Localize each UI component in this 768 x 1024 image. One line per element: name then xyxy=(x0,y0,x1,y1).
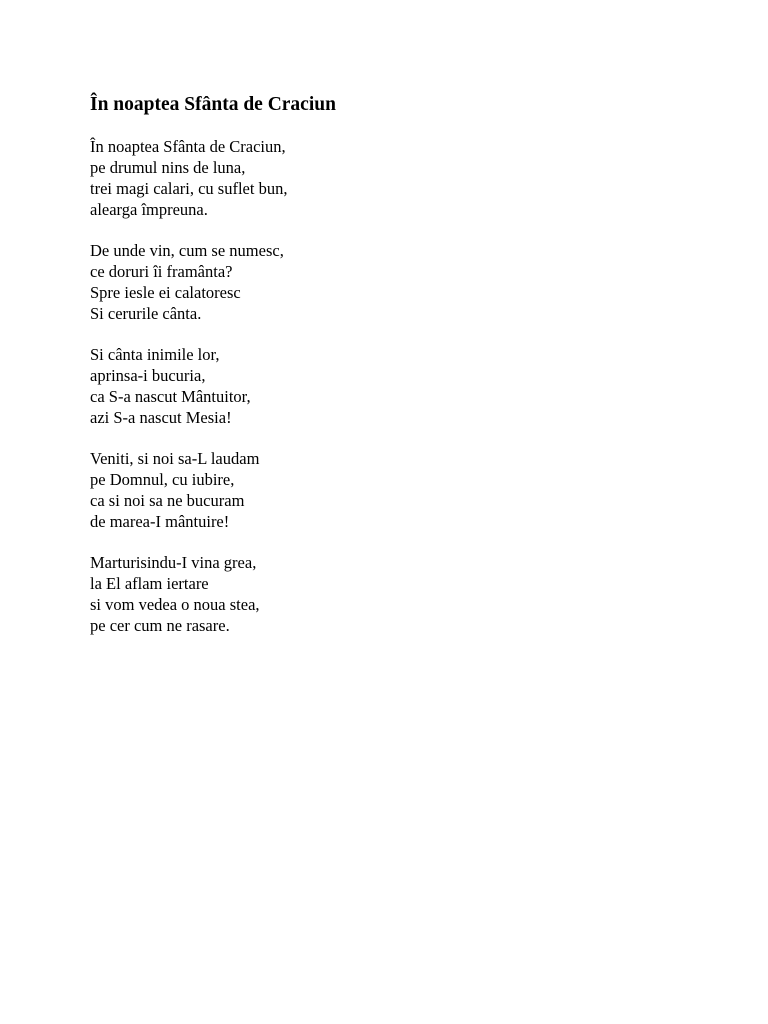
poem-line: ca S-a nascut Mântuitor, xyxy=(90,387,251,406)
poem-line: pe Domnul, cu iubire, xyxy=(90,470,235,489)
poem-line: alearga împreuna. xyxy=(90,200,208,219)
poem-line: ca si noi sa ne bucuram xyxy=(90,491,245,510)
poem-line: la El aflam iertare xyxy=(90,574,209,593)
poem-title: În noaptea Sfânta de Craciun xyxy=(90,94,336,115)
poem-line: pe cer cum ne rasare. xyxy=(90,616,230,635)
stanza-2 xyxy=(90,240,690,324)
poem-line: trei magi calari, cu suflet bun, xyxy=(90,179,288,198)
poem-line: Spre iesle ei calatoresc xyxy=(90,283,241,302)
poem-line: pe drumul nins de luna, xyxy=(90,158,246,177)
poem-line: aprinsa-i bucuria, xyxy=(90,366,206,385)
stanza-3 xyxy=(90,344,690,428)
poem-line: Si cânta inimile lor, xyxy=(90,345,220,364)
stanza-1 xyxy=(90,136,690,220)
poem-line: Si cerurile cânta. xyxy=(90,304,202,323)
poem-line: ce doruri îi framânta? xyxy=(90,262,233,281)
poem-line: Marturisindu-I vina grea, xyxy=(90,553,257,572)
stanza-5 xyxy=(90,552,690,636)
poem-line: azi S-a nascut Mesia! xyxy=(90,408,232,427)
poem-line: si vom vedea o noua stea, xyxy=(90,595,260,614)
poem-line: de marea-I mântuire! xyxy=(90,512,230,531)
poem-line: De unde vin, cum se numesc, xyxy=(90,241,284,260)
poem-line: În noaptea Sfânta de Craciun, xyxy=(90,137,286,156)
poem-body xyxy=(90,136,690,656)
poem-line: Veniti, si noi sa-L laudam xyxy=(90,449,260,468)
stanza-4 xyxy=(90,448,690,532)
